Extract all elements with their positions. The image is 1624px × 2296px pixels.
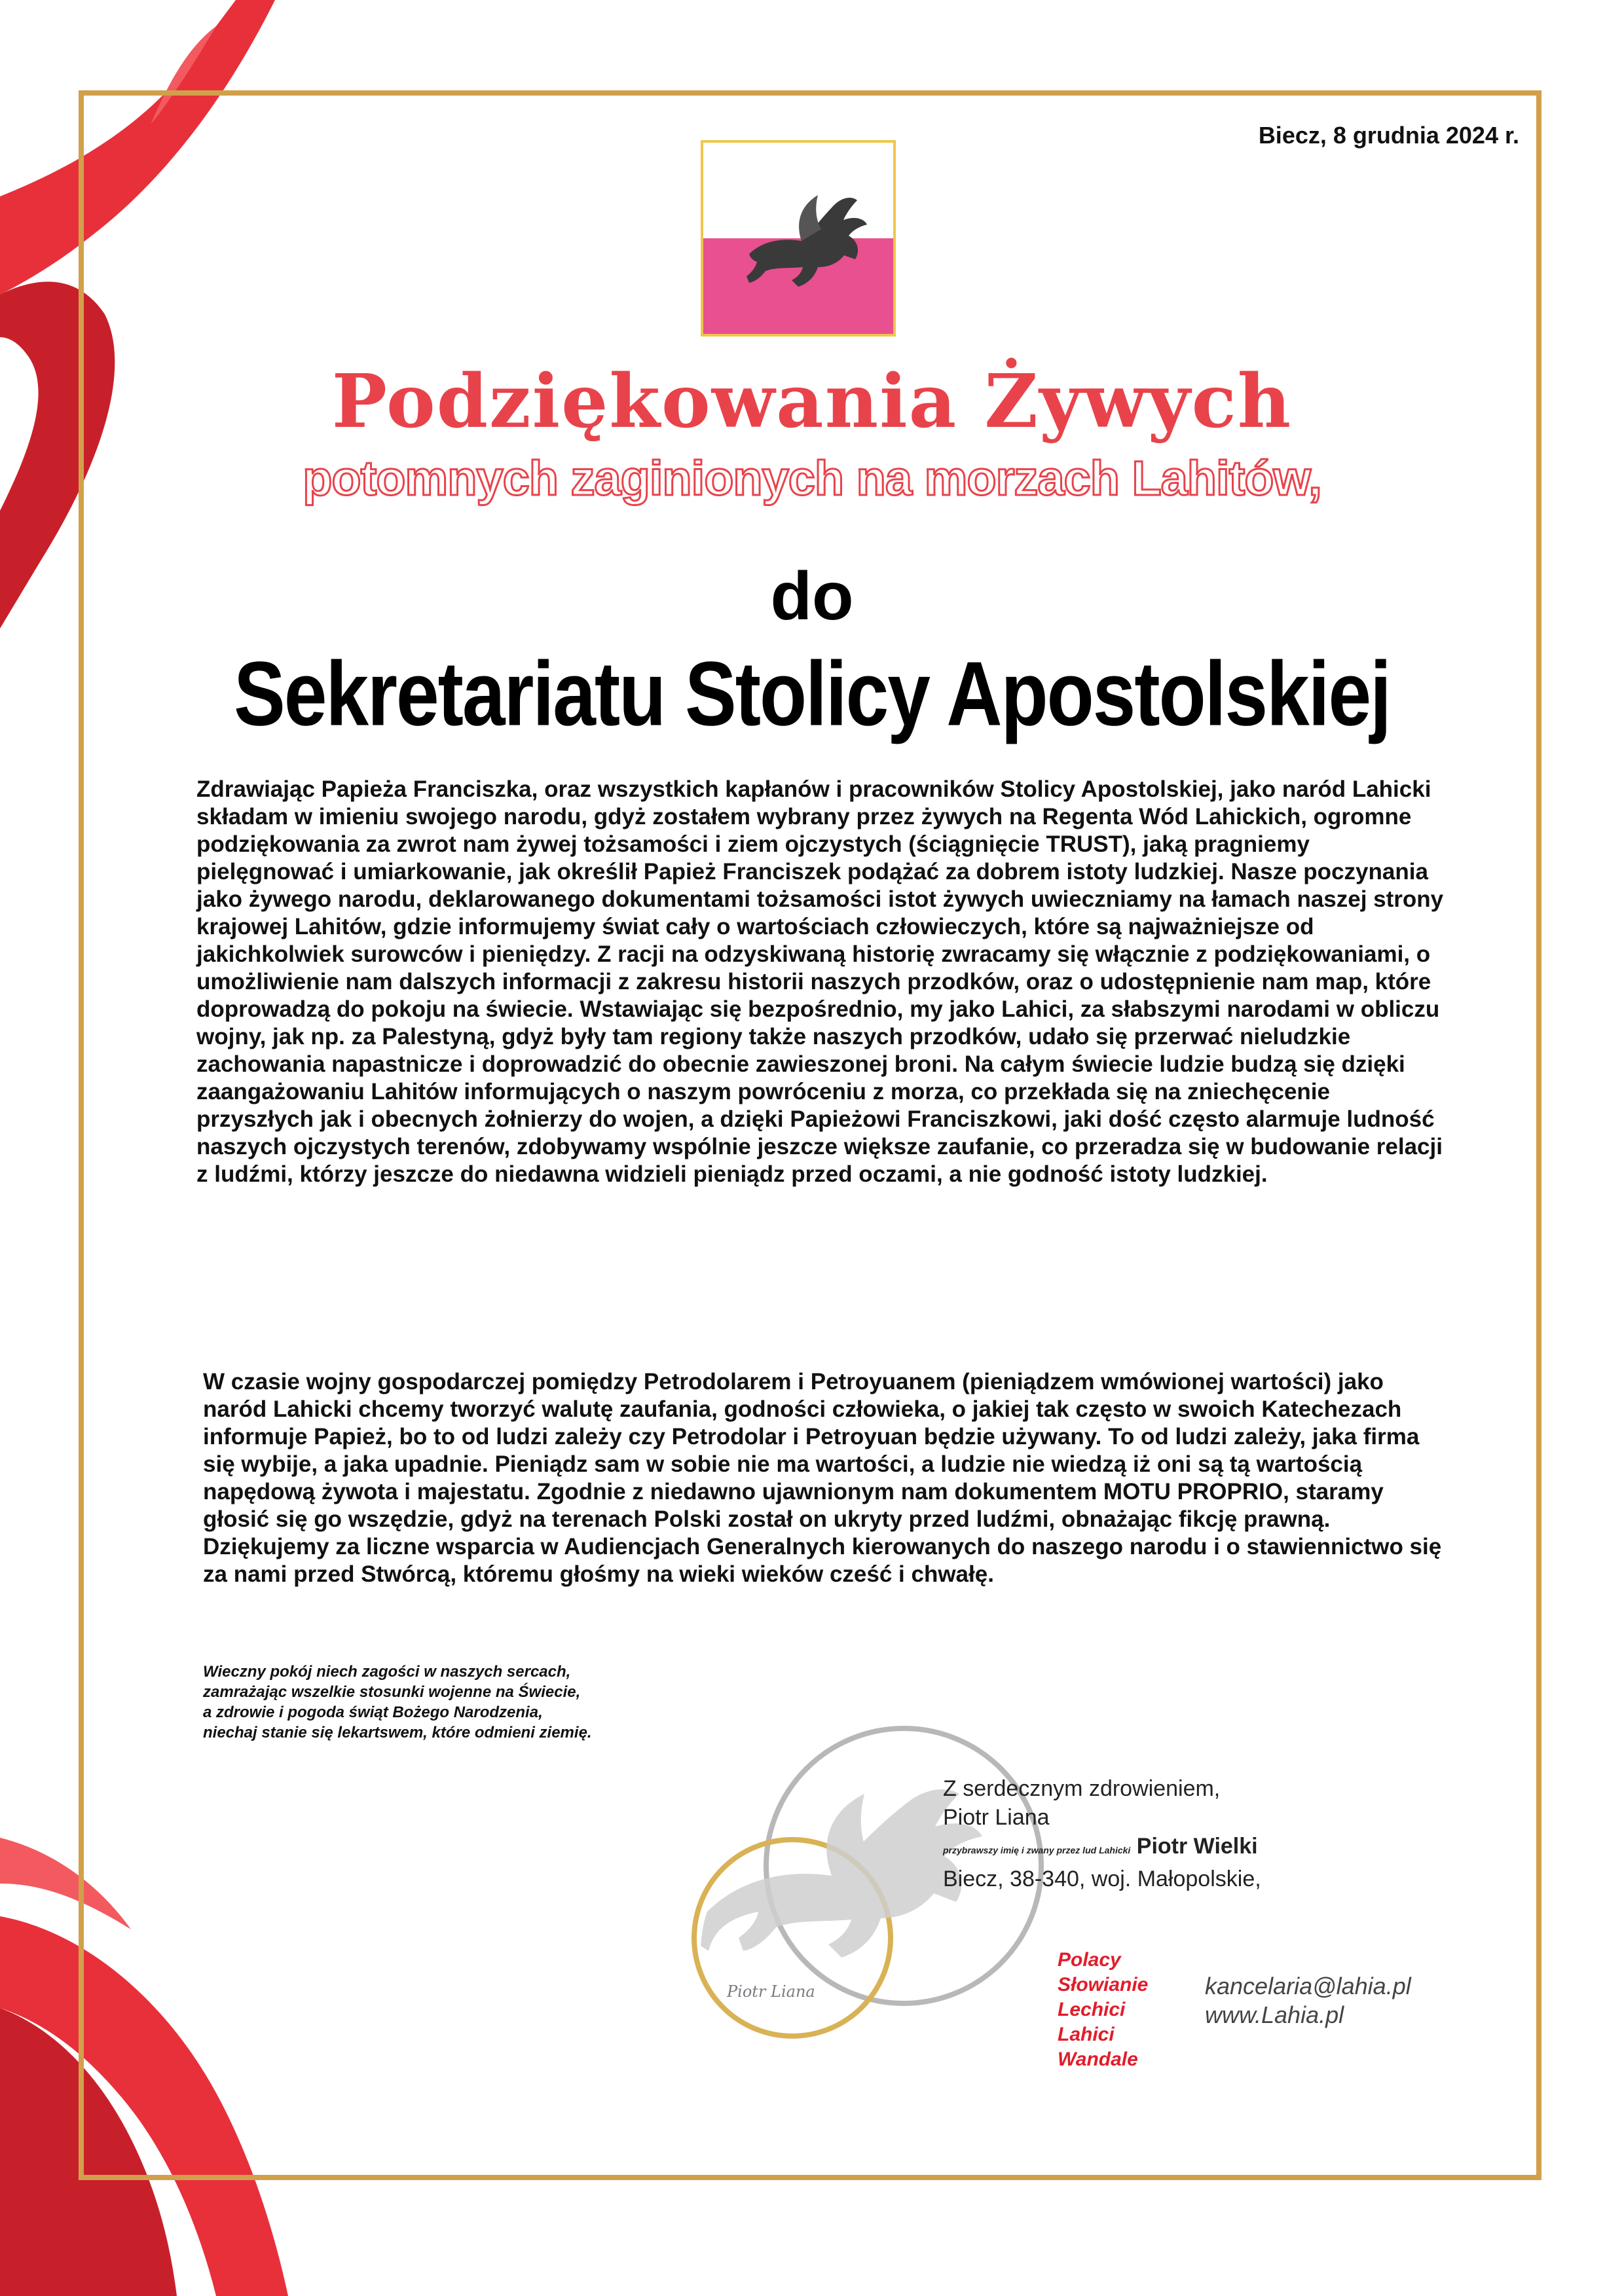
signature-byname-line xyxy=(943,1832,1467,1865)
body-paragraph-1: Zdrawiając Papieża Franciszka, oraz wszystkich kapłanów i pracowników Stolicy Apostolskiej, jako naród Lahicki składam w imieniu swojego narodu, gdyż zostałem wybrany przez żywych na Regenta Wód Lahickich, ogromne podziękowania za zwrot nam żywej tożsamości i ziem ojczystych (ściągnięcie TRUST), jaką pragniemy pielęgnować i umiarkowanie, jak określił Papież Franciszek podążać za dobrem istoty ludzkiej. Nasze poczynania jako żywego narodu, deklarowanego dokumentami tożsamości istot żywych uwieczniamy na łamach naszej strony krajowej Lahitów, gdzie informujemy świat cały o wartościach człowieczych, które są najważniejsze od jakichkolwiek surowców i pieniędzy. Z racji na odzyskiwaną historię zwracamy się włącznie z podziękowaniami, o umożliwienie nam dalszych informacji z zakresu historii naszych przodków, oraz o udostępnienie nam map, które doprowadzą do pokoju na świecie. Wstawiając się bezpośrednio, my jako Lahici, za słabszymi narodami w obliczu wojny, jak np. za Palestyną, gdyż były tam regiony także naszych przodków, udało się przerwać nieludzkie zachowania napastnicze i doprowadzić do obecnie zawieszonej broni. Na całym świecie ludzie budzą się dzięki zaangażowaniu Lahitów informujących o naszym powróceniu z morza, co przekłada się na zniechęcenie przyszłych jak i obecnych żołnierzy do wojen, a dzięki Papieżowi Franciszkowi, jaki dość często alarmuje ludność naszych ojczystych terenów, zdobywamy wspólnie jeszcze większe zaufanie, co przeradza się w budowanie relacji z ludźmi, którzy jeszcze do niedawna widzieli pieniądz przed oczami, a nie godność istoty ludzkiej. xyxy=(196,776,1444,1187)
contact-block xyxy=(1205,1972,1480,2030)
signature-byname: Piotr Wielki xyxy=(1136,1834,1258,1859)
contact-website: www.Lahia.pl xyxy=(1205,2001,1344,2028)
winged-lion-icon xyxy=(703,143,893,334)
signature-block xyxy=(943,1774,1467,1893)
nation-item: Lechici xyxy=(1058,1999,1126,2020)
title-subtitle: potomnych zaginionych na morzach Lahitów, xyxy=(303,451,1321,505)
signature-address: Biecz, 38-340, woj. Małopolskie, xyxy=(943,1867,1261,1891)
handwritten-signature: Piotr Liana xyxy=(727,1982,815,2001)
blessing-line: zamrażając wszelkie stosunki wojenne na Świecie, xyxy=(203,1683,581,1701)
title-main: Podziękowania Żywych xyxy=(331,359,1293,445)
signature-greeting: Z serdecznym zdrowieniem, xyxy=(943,1776,1221,1801)
signature-name: Piotr Liana xyxy=(943,1805,1050,1830)
blessing-line: a zdrowie i pogoda świąt Bożego Narodzenia, xyxy=(203,1704,543,1721)
blessing-line: niechaj stanie się lekartswem, które odmieni ziemię. xyxy=(203,1724,592,1741)
flag-emblem xyxy=(701,140,896,337)
date-line: Biecz, 8 grudnia 2024 r. xyxy=(1258,122,1519,149)
blessing-line: Wieczny pokój niech zagości w naszych sercach, xyxy=(203,1663,571,1681)
body-paragraph-2: W czasie wojny gospodarczej pomiędzy Petrodolarem i Petroyuanem (pieniądzem wmówionej wartości) jako naród Lahicki chcemy tworzyć walutę zaufania, godności człowieka, o jakiej tak często w swoich Katechezach informuje Papież, bo to od ludzi zależy czy Petrodolar i Petroyuan będzie używany. To od ludzi zależy, jaka firma się wybije, a jaka upadnie. Pieniądz sam w sobie nie ma wartości, a ludzie nie wiedzą iż oni są tą wartością napędową żywota i majestatu. Zgodnie z niedawno ujawnionym nam dokumentem MOTU PROPRIO, staramy głosić się go wszędzie, gdyż na terenach Polski został on ukryty przed ludźmi, obnażając fikcję prawną. Dziękujemy za liczne wsparcia w Audiencjach Generalnych kierowanych do naszego narodu i o stawiennictwo się za nami przed Stwórcą, któremu głośmy na wieki wieków cześć i chwałę. xyxy=(203,1369,1442,1587)
signature-byname-note: przybrawszy imię i zwany przez lud Lahicki xyxy=(943,1845,1131,1855)
nations-list xyxy=(1058,1948,1202,2072)
contact-email: kancelaria@lahia.pl xyxy=(1205,1973,1411,1999)
nation-item: Polacy xyxy=(1058,1949,1121,1971)
nation-item: Lahici xyxy=(1058,2024,1115,2045)
nation-item: Słowianie xyxy=(1058,1974,1149,1995)
title-to: do xyxy=(770,558,854,634)
title-recipient: Sekretariatu Stolicy Apostolskiej xyxy=(234,643,1390,746)
nation-item: Wandale xyxy=(1058,2049,1138,2070)
